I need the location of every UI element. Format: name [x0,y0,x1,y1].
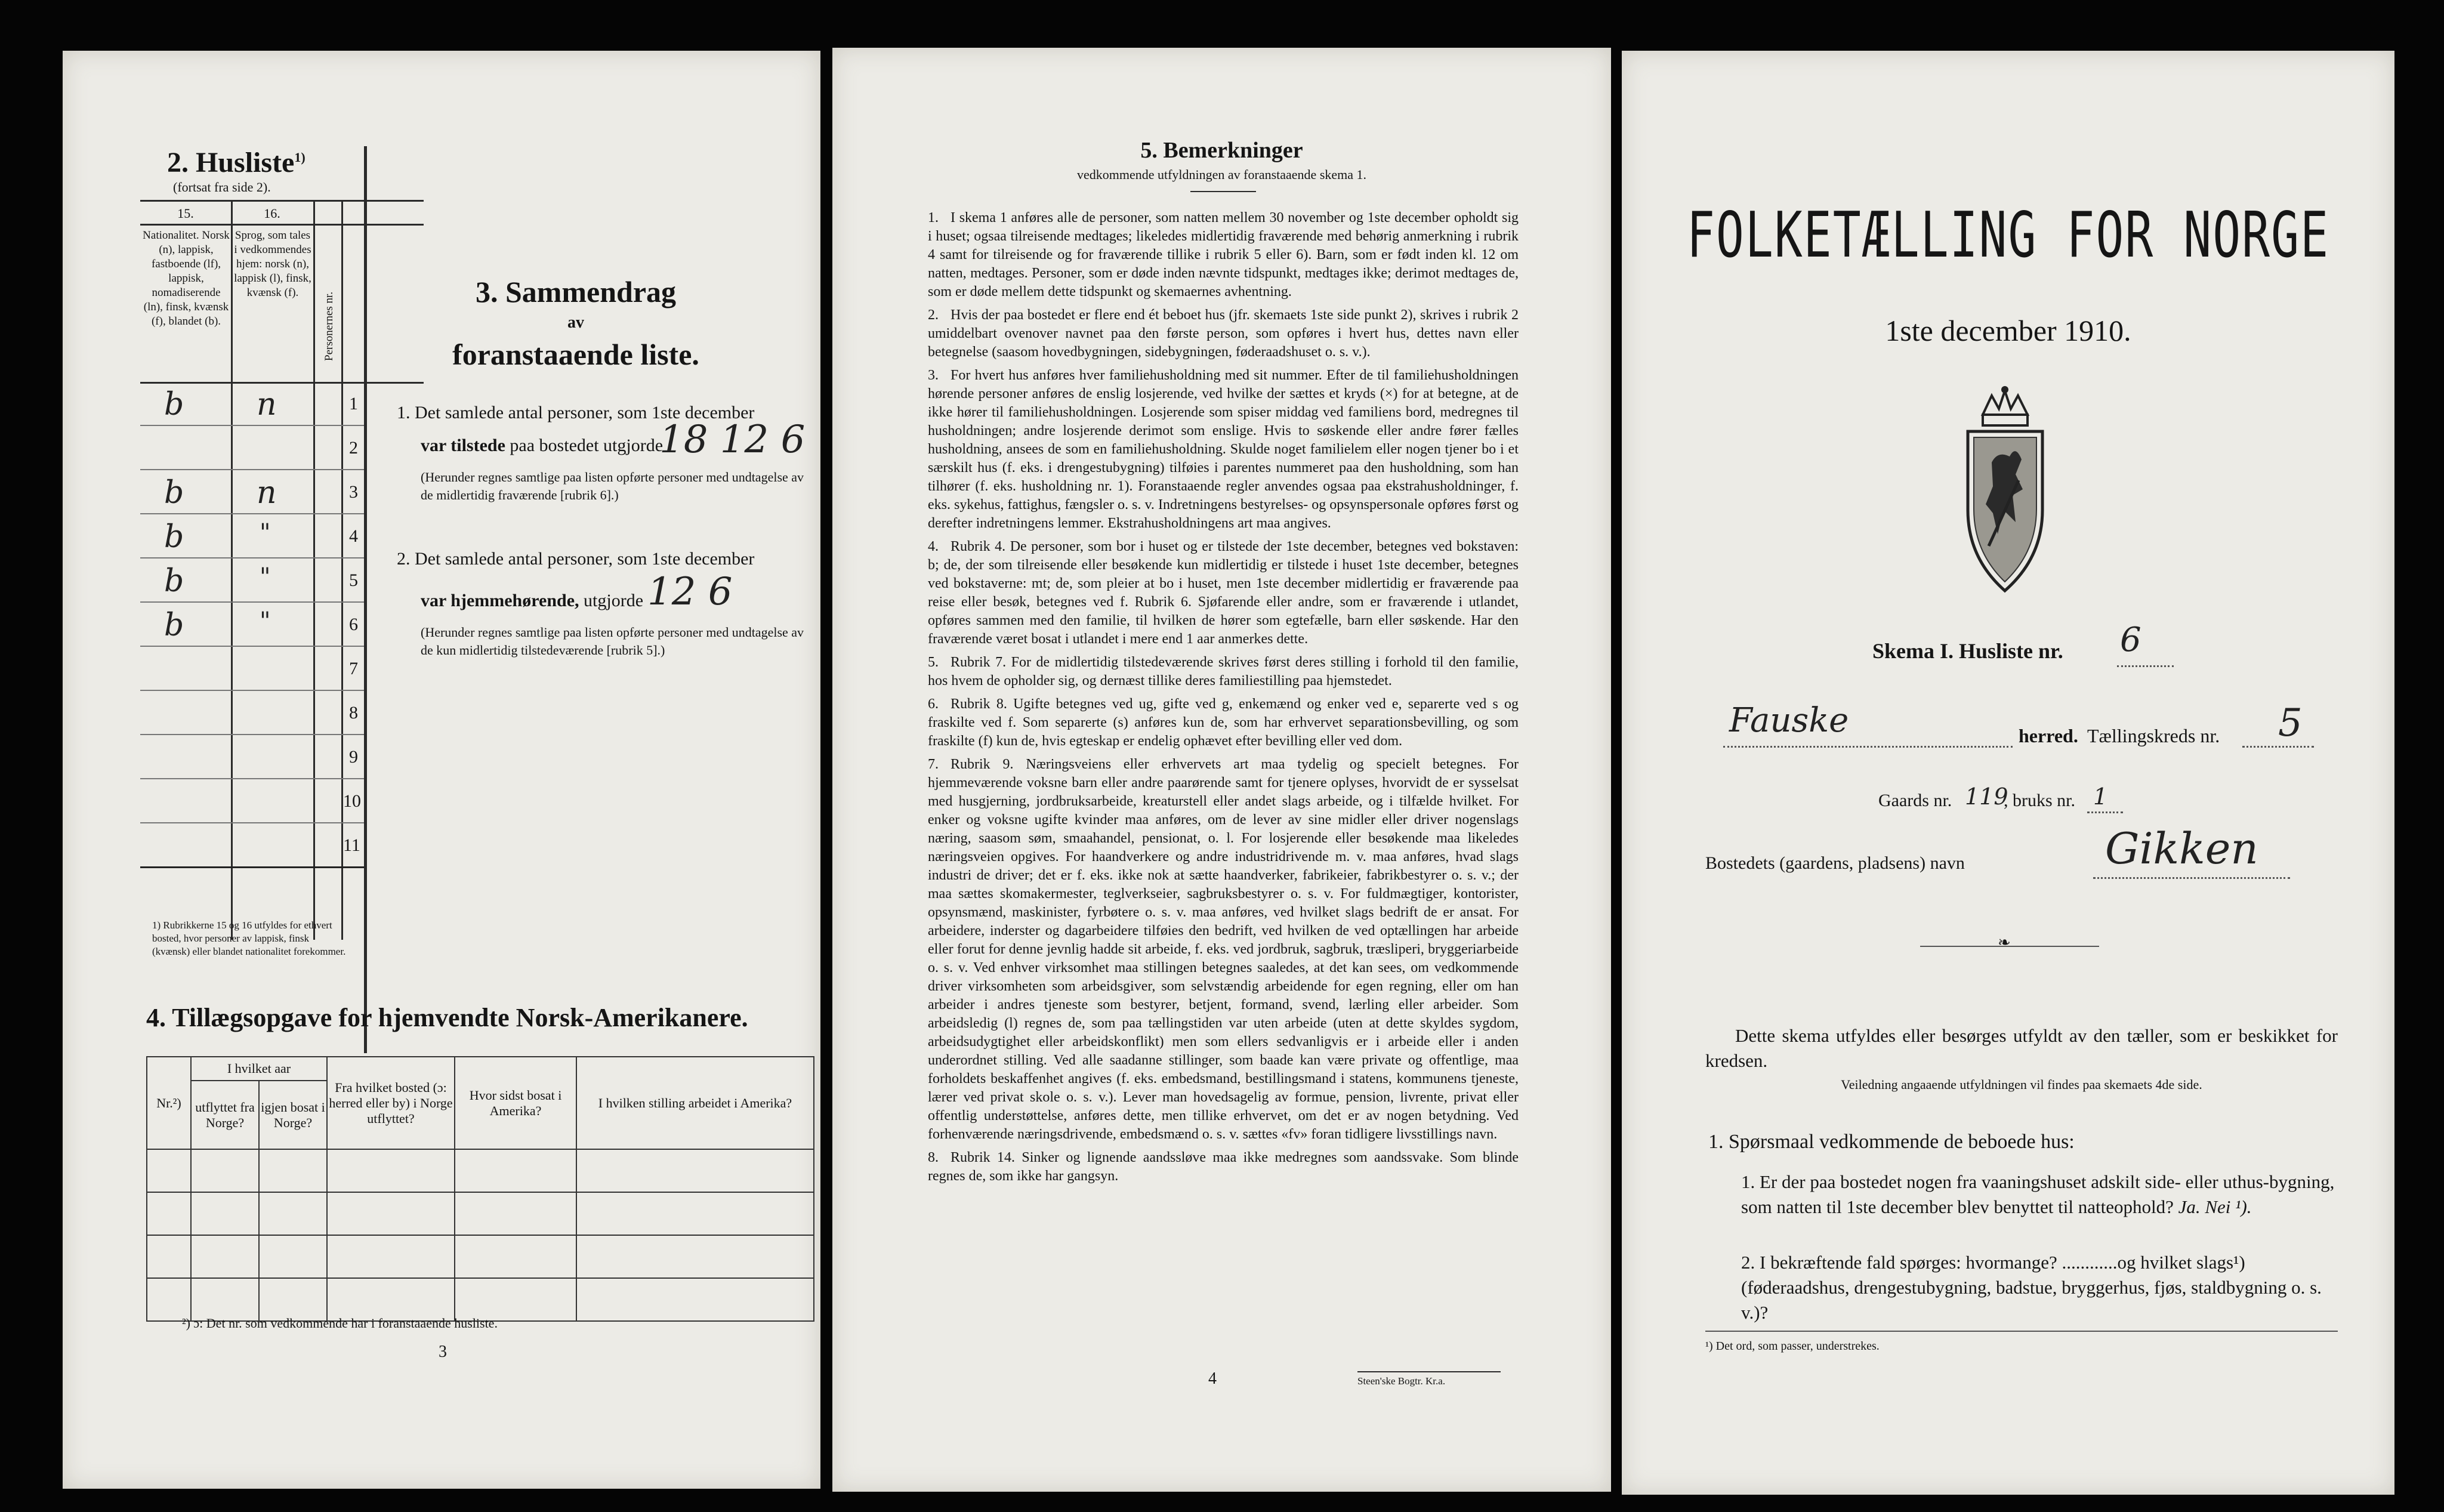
summary-item-1-note: (Herunder regnes samtlige paa listen opførte personer med undtagelse av de midlertidig fraværende [rubrik 6].) [421,470,804,502]
remark-item: 6. Rubrik 8. Ugifte betegnes ved ug, gifte ved g, enkemænd og enker ved e, separerte ved s og fraskilte ved f. Som separerte (s) anføres kun de, som har erhvervet separationsbevilling, og som fraskilte (f) kun de, hvis egteskap er endelig ophævet efter bevilling eller ved dom. [928,696,1519,749]
table-row [140,603,364,647]
bosted-line [2093,877,2290,879]
person-nr-cell: 10 [343,791,361,811]
resident-count-value: 12 6 [647,570,733,614]
herred-value: Fauske [1729,701,1849,740]
summary-item-1: 1. Det samlede antal personer, som 1ste december [397,403,755,422]
nationality-cell: b [164,475,184,511]
footnote-rule [1705,1331,2338,1332]
kreds-label: Tællingskreds nr. [2087,725,2220,746]
title-rule [1190,191,1256,192]
language-cell: " [260,607,271,635]
table-row [140,426,364,470]
husliste-rows [140,382,364,868]
s4-col-sidst: Hvor sidst bosat i Amerika? [455,1057,576,1149]
herred-line [1723,746,2013,748]
language-cell: " [260,563,271,591]
remark-item: 3. For hvert hus anføres hver familiehusholdning med sit nummer. Efter de til familiehusholdningen hørende personer anføres de enslig losjerende, ved hvilke der sættes et kryds (×) for at betegne, at de ikke hører til familiehusholdningen. Losjerende som spiser middag ved familiens bord, medregnes til husholdningen; andre losjerende derimot som enslige. Hvis to søskende eller andre fører fælles husholdning, ansees de som en familiehusholdning. Skulde noget familielem eller nogen tjener bo i et særskilt hus (f. eks. i drengestubygning) tilføies i parentes nummeret paa den husholdning, som han tilhører (f. eks. husholdning nr. 1). Foranstaaende regler anvendes ogsaa paa ekstrahusholdninger, f. eks. sykehus, fattighus, fængsler o. s. v. Indretningens bestyrelses- og opsynspersonale opføres først og derefter indretningens lemmer. Ekstrahusholdningens art maa angives. [928,368,1519,531]
person-nr-cell: 1 [349,394,358,414]
form-title: FOLKETÆLLING FOR NORGE [1686,199,2330,272]
husliste-nr-line [2117,665,2174,667]
table-row [140,558,364,603]
s4-footnote: ²) ɔ: Det nr. som vedkommende har i foranstaaende husliste. [182,1316,498,1331]
s4-col-utflyttet: utflyttet fra Norge? [191,1081,259,1149]
footnote: ¹) Det ord, som passer, understrekes. [1705,1340,1880,1353]
husliste-number: 6 [2120,621,2141,659]
summary-item-2-note: (Herunder regnes samtlige paa listen opførte personer med undtagelse av de kun midlertidig tilstedeværende [rubrik 5].) [421,625,804,658]
census-date: 1ste december 1910. [1885,314,2131,347]
person-nr-cell: 9 [349,747,358,767]
husliste-title: 2. Husliste$^{1)}$ [167,147,306,178]
husliste-right-border [364,146,367,1053]
s4-col-aar: I hvilket aar [191,1057,327,1081]
table-row [140,647,364,691]
col15-header: Nationalitet. Norsk (n), lappisk, fastboende (lf), lappisk, nomadiserende (ln), finsk, kvænsk (f), blandet (b). [143,229,230,328]
person-nr-header: Personernes nr. [323,291,335,361]
person-nr-cell: 3 [349,482,358,502]
nationality-cell: b [164,563,184,599]
question-1-1: 1. Er der paa bostedet nogen fra vaaningshuset adskilt side- eller uthus-bygning, som natten til 1ste december blev benyttet til natteophold? Ja. Nei ¹). [1741,1171,2335,1217]
table-row [147,1149,814,1192]
question-1-1-answer: Ja. Nei ¹). [2178,1196,2252,1217]
bruks-line [2087,811,2123,813]
s4-col-stilling: I hvilken stilling arbeidet i Amerika? [576,1057,814,1149]
s4-col-nr: Nr.²) [147,1057,191,1149]
norsk-amerikanere-title: 4. Tillægsopgave for hjemvendte Norsk-Amerikanere. [146,1003,748,1032]
husliste-footnote: 1) Rubrikkerne 15 og 16 utfyldes for ethvert bosted, hvor personer av lappisk, finsk (kvænsk) eller blandet nationalitet forekommer. [152,919,346,957]
sammendrag-title: 3. Sammendrag [475,275,677,308]
table-row [140,691,364,735]
norway-coat-of-arms-icon [1956,385,2054,600]
summary-item-1-line2: var tilstede paa bostedet utgjorde [421,436,664,455]
person-nr-cell: 6 [349,615,358,634]
table-row [140,382,364,426]
s4-col-bosted: Fra hvilket bosted (ɔ: herred eller by) i Norge utflyttet? [327,1057,455,1149]
table-row [147,1235,814,1278]
question-1-2: 2. I bekræftende fald spørges: hvormange? ............og hvilket slags¹) (føderaadshus, drengestubygning, badstue, bryggerhus, fjøs, staldbygning o. s. v.)? [1741,1252,2322,1323]
kreds-line [2242,746,2314,748]
table-row [140,470,364,514]
remark-item: 7. Rubrik 9. Næringsveiens eller erhvervets art maa tydelig og specielt betegnes. For hjemmeværende voksne barn eller andre paarørende samt for tjenere oplyses, hvorvidt de er sysselsat med husgjerning, jordbruksarbeide, kreaturstell eller andet slags arbeide, og i tilfælde hvilket. For enker og voksne ugifte kvinder maa anføres, om de lever av sine midler eller driver nogenslags næring, saasom søm, smaahandel, pensionat, o. l. For losjerende eller besøkende maa likeledes næringsveien opgives. For haandverkere og andre industridrivende m. v. maa anføres, hvad slags industri de driver; det er f. eks. ikke nok at sætte haandverker, fabrikeier, fabrikbestyrer o. s. v.; der maa sættes skomakermester, teglverkseier, sagbruksbestyrer o. s. v. For fuldmægtiger, kontorister, opsynsmænd, maskinister, fyrbøtere o. s. v. maa anføres, ved hvilket slags bedrift de er ansat. For arbeidere, inderster og dagarbeidere tilføies den bedrift, ved hvilken de ved optællingen har arbeide eller forut for denne jevnlig hadde sit arbeide, f. eks. ved jordbruk, sagbruk, træsliperi, bryggeriarbeide o. s. v. Ved enhver virksomhet maa stillingen betegnes saaledes, at det kan sees, om vedkommende driver virksomheten som arbeidsgiver, som selvstændig arbeidende for egen regning, eller om han arbeider i andres tjeneste som bestyrer, betjent, formand, svend, lærling eller arbeider. Som arbeidsledig (l) regnes de, som paa tællingstiden var uten arbeide (uten at dette skyldes sygdom, arbeidsudygtighet eller arbeidskonflikt) men som ellers sedvanligvis er i arbeide eller i anden underordnet stilling. Ved alle saadanne stillinger, som baade kan være private og offentlige, maa forholdets beskaffenhet angives (f. eks. embedsmand, bestillingsmand i statens, kommunens tjeneste, lærer ved privat skole o. s. v.). Lever man hovedsagelig av formue, pension, livrente, privat eller offentlig understøttelse, anføres dette, men tillike erhvervet, om det er av nogen betydning. Ved forhenværende næringsdrivende, embedsmænd o. s. v. sættes «fv» foran tidligere livsstillings navn. [928,757,1519,1142]
ornament-icon: ❧ [1998,934,2011,951]
remark-item: 5. Rubrik 7. For de midlertidig tilstedeværende skrives først deres stilling i forhold til den familie, hos hvem de opholder sig, og dernæst tillike deres familiestilling paa hjemstedet. [928,655,1519,689]
page-1 [1622,51,2394,1495]
table-row [140,823,364,868]
person-nr-cell: 5 [349,570,358,590]
col16-header: Sprog, som tales i vedkommendes hjem: norsk (n), lappisk (l), finsk, kvænsk (f). [234,229,311,299]
printer-mark: Steen'ske Bogtr. Kr.a. [1357,1375,1446,1387]
bruks-value: 1 [2093,783,2108,810]
nationality-cell: b [164,519,184,555]
remark-item: 8. Rubrik 14. Sinker og lignende aandssløve maa ikke medregnes som aandssvake. Som blinde regnes de, som ikke har gangsyn. [928,1150,1519,1184]
remarks-list [928,209,1519,1190]
printer-rule [1357,1371,1501,1372]
person-nr-cell: 2 [349,438,358,458]
bemerkninger-title: 5. Bemerkninger [1140,138,1303,163]
page-4 [832,48,1611,1492]
table-row [140,514,364,558]
question-1-title: 1. Spørsmaal vedkommende de beboede hus: [1708,1131,2075,1153]
husliste-top-rule [140,200,424,202]
bemerkninger-subtitle: vedkommende utfyldningen av foranstaaende skema 1. [1076,167,1367,182]
bosted-label: Bostedets (gaardens, pladsens) navn [1705,853,1965,873]
table-row [147,1192,814,1235]
kreds-value: 5 [2278,701,2303,745]
page-number-4: 4 [1208,1369,1217,1388]
sammendrag-subtitle: foranstaaende liste. [452,338,699,371]
table-row [140,735,364,779]
gaards-label: Gaards nr. [1878,791,1952,810]
husliste-num-rule [140,224,424,226]
norsk-amerikanere-table [146,1056,814,1322]
col15-number: 15. [177,206,194,221]
nationality-cell: b [164,607,184,643]
person-nr-cell: 11 [343,835,360,855]
table-row [147,1278,814,1321]
language-cell: n [257,475,277,511]
person-nr-cell: 4 [349,526,358,546]
remark-item: 4. Rubrik 4. De personer, som bor i huset og er tilstede der 1ste december, betegnes ved bokstaven: b; de, der som tilreisende eller besøkende kun midlertidig er tilstede i huset 1ste december, betegnes ved bokstaverne: mt; de, som pleier at bo i huset, men 1ste december midlertidig er fraværende paa reise eller besøk, betegnes ved f. Rubrik 6. Sjøfarende eller andre, som er fraværende i utlandet, opføres sammen med den familie, til hvilken de hører som egtefælle, barn eller søskende. Har den fraværende været bosat i utlandet i mere end 1 aar anmerkes dette. [928,539,1519,647]
bosted-value: Gikken [2105,823,2258,874]
remark-item: 2. Hvis der paa bostedet er flere end ét beboet hus (jfr. skemaets 1ste side punkt 2), skrives i rubrik 2 umiddelbart ovenover navnet paa den første person, som opføres i hvert hus, dettes navn eller betegnelse (saasom hovedbygningen, sidebygningen, føderaadshuset o. s. v.). [928,307,1519,360]
summary-item-2: 2. Det samlede antal personer, som 1ste december [397,549,755,569]
person-nr-cell: 7 [349,659,358,678]
remark-item: 1. I skema 1 anføres alle de personer, som natten mellem 30 november og 1ste december opholdt sig i huset; ogsaa tilreisende medtages; likeledes midlertidig fraværende med behørig anmerkning i rubrik 4 samt for tilreisende og for fraværende tillike i rubrik 5 eller 6). Barn, som er født inden kl. 12 om natten, medtages. Personer, som er døde inden nævnte tidspunkt, medtages ikke; derimot medtages de, som er døde mellem dette tidspunkt og skemaernes avhentning. [928,210,1519,300]
intro-text: Dette skema utfyldes eller besørges utfyldt av den tæller, som er beskikket for kredsen. [1705,1025,2338,1071]
col16-number: 16. [264,206,280,221]
page-3 [63,51,820,1489]
summary-item-2-line2: var hjemmehørende, utgjorde [421,591,644,610]
table-row [140,779,364,823]
s4-col-igjen: igjen bosat i Norge? [259,1081,327,1149]
nationality-cell: b [164,387,184,422]
page-number-3: 3 [439,1343,447,1361]
bruks-label: , bruks nr. [2004,791,2075,810]
sammendrag-av: av [567,313,584,332]
husliste-subtitle: (fortsat fra side 2). [173,180,271,195]
person-nr-cell: 8 [349,703,358,723]
language-cell: " [260,519,271,547]
language-cell: n [257,387,277,422]
present-count-value: 18 12 6 [659,418,806,462]
skema-label: Skema I. Husliste nr. [1872,639,2063,663]
intro-note: Veiledning angaaende utfyldningen vil findes paa skemaets 4de side. [1841,1077,2202,1092]
herred-label: herred. [2019,725,2078,746]
gaards-value: 119 [1965,783,2008,810]
